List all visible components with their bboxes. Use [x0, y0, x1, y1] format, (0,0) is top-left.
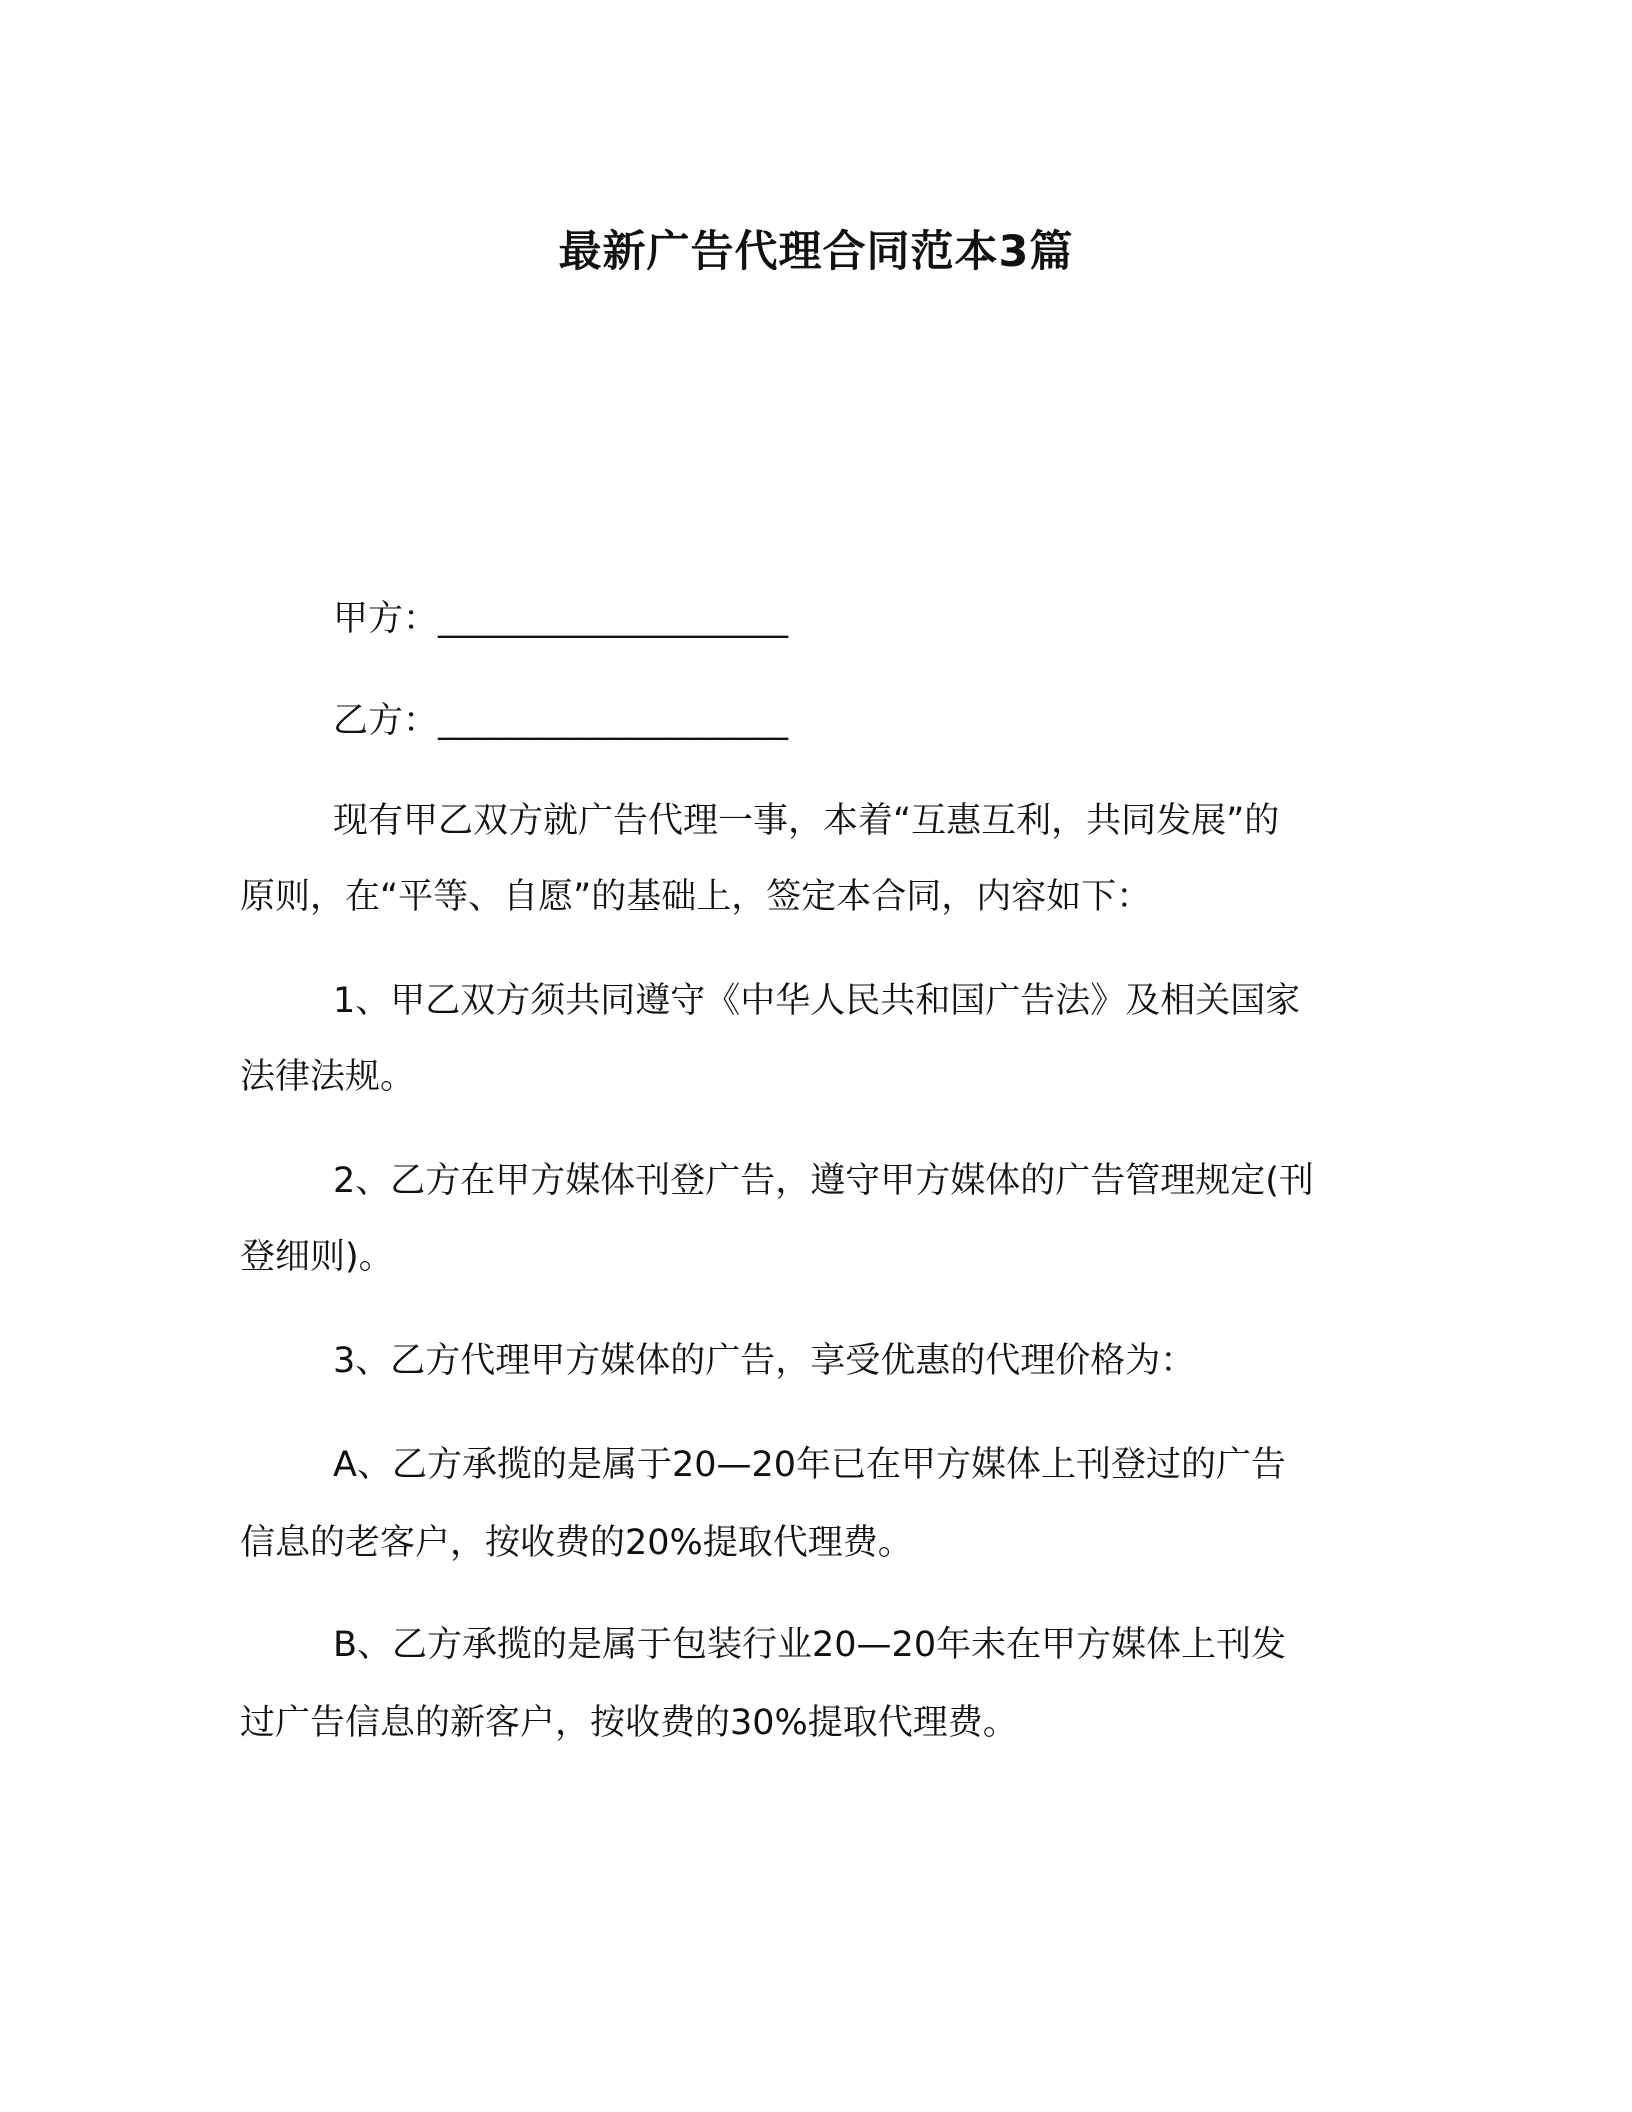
party-a-line: 甲方：____________________	[333, 599, 789, 639]
clause-1-line-1: 1、甲乙双方须共同遵守《中华人民共和国广告法》及相关国家	[333, 981, 1301, 1021]
clause-1-line-2: 法律法规。	[240, 1057, 416, 1097]
party-b-line: 乙方：____________________	[333, 701, 789, 741]
clause-b-line-2: 过广告信息的新客户，按收费的30%提取代理费。	[240, 1703, 1018, 1743]
document-title: 最新广告代理合同范本3篇	[558, 227, 1074, 277]
clause-2-line-2: 登细则)。	[240, 1237, 394, 1277]
clause-2-line-1: 2、乙方在甲方媒体刊登广告，遵守甲方媒体的广告管理规定(刊	[333, 1161, 1314, 1201]
clause-a-line-2: 信息的老客户，按收费的20%提取代理费。	[240, 1523, 913, 1563]
clause-b-line-1: B、乙方承揽的是属于包装行业20—20年未在甲方媒体上刊发	[333, 1625, 1287, 1665]
clause-3-line-1: 3、乙方代理甲方媒体的广告，享受优惠的代理价格为：	[333, 1341, 1196, 1381]
intro-paragraph-line-1: 现有甲乙双方就广告代理一事，本着“互惠互利，共同发展”的	[333, 801, 1280, 841]
intro-paragraph-line-2: 原则，在“平等、自愿”的基础上，签定本合同，内容如下：	[240, 877, 1152, 917]
clause-a-line-1: A、乙方承揽的是属于20—20年已在甲方媒体上刊登过的广告	[333, 1445, 1287, 1485]
